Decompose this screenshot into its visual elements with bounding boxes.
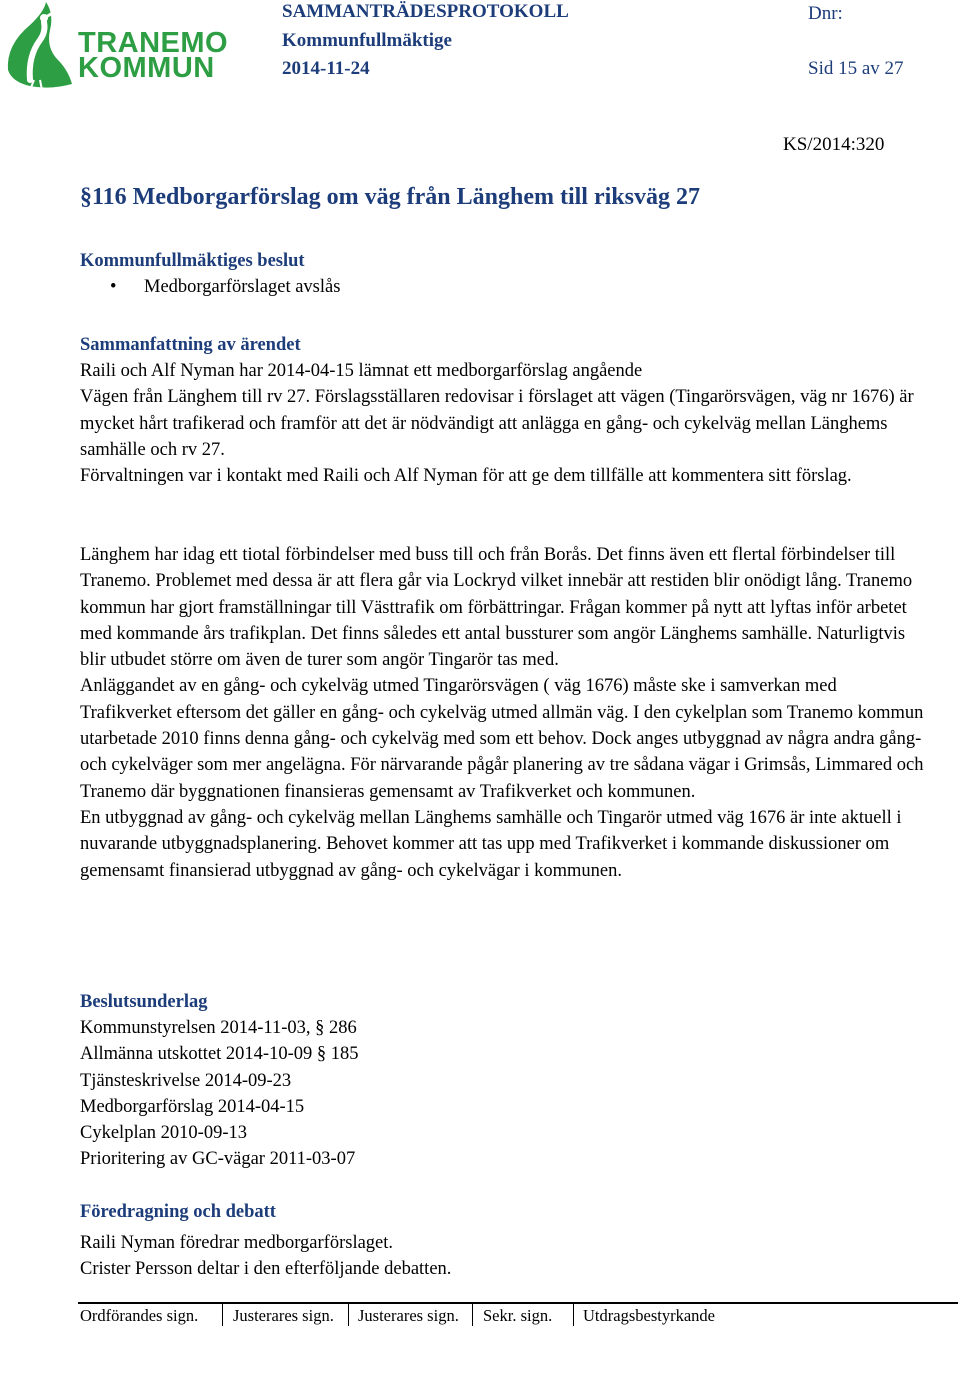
chair-signature-label: Ordförandes sign.	[80, 1306, 199, 1325]
protocol-title: SAMMANTRÄDESPROTOKOLL	[282, 1, 569, 22]
debate-line: Raili Nyman föredrar medborgarförslaget.	[80, 1233, 394, 1253]
section-title: §116 Medborgarförslag om väg från Länghem till riksväg 27	[80, 184, 700, 210]
basis-item: Prioritering av GC-vägar 2011-03-07	[80, 1149, 356, 1170]
summary-paragraph-5: En utbyggnad av gång- och cykelväg mellan Länghems samhälle och Tingarör utmed väg 1676 är inte aktuell i nuvarande utbyggnadsplanering. Behovet kommer att tas upp med Trafikverket i kommande diskussioner om gemensamt finansierad utbyggnad av gång- och cykelvägar i kommunen.	[80, 807, 902, 881]
footer-separator	[472, 1302, 473, 1326]
debate-line: Crister Persson deltar i den efterföljande debatten.	[80, 1259, 452, 1280]
page-number: Sid 15 av 27	[808, 58, 904, 79]
meeting-body: Kommunfullmäktige	[282, 30, 452, 51]
summary-paragraph-3: Länghem har idag ett tiotal förbindelser med buss till och från Borås. Det finns även ett flertal förbindelser till Tranemo. Problemet med dessa är att flera går via Lockryd vilket innebär att restiden blir onödigt lång. Tranemo kommun har gjort framställningar till Västtrafik om förbättringar. Frågan kommer på nytt att lyftas inför arbetet med kommande års trafikplan. Det finns således ett antal bussturer som angör Länghems samhälle. Naturligtvis blir utbudet större om även de turer som angör Tingarör tas med.	[80, 545, 913, 671]
decision-heading: Kommunfullmäktiges beslut	[80, 251, 305, 271]
footer-separator	[348, 1302, 349, 1326]
crane-bird-icon	[0, 0, 78, 92]
footer-divider	[78, 1302, 958, 1304]
debate-heading: Föredragning och debatt	[80, 1202, 276, 1222]
adjuster-signature-label-1: Justerares sign.	[233, 1306, 334, 1325]
adjuster-signature-label-2: Justerares sign.	[358, 1306, 459, 1325]
footer-separator	[222, 1302, 223, 1326]
summary-heading: Sammanfattning av ärendet	[80, 335, 301, 355]
summary-paragraph-1-line-1: Raili och Alf Nyman har 2014-04-15 lämnat ett medborgarförslag angående	[80, 361, 643, 381]
basis-item: Cykelplan 2010-09-13	[80, 1123, 247, 1144]
summary-paragraph-2: Förvaltningen var i kontakt med Raili och Alf Nyman för att ge dem tillfälle att kommentera sitt förslag.	[80, 466, 852, 487]
summary-paragraph-4: Anläggandet av en gång- och cykelväg utmed Tingarörsvägen ( väg 1676) måste ske i samverkan med Trafikverket eftersom det gäller en gång- och cykelväg utmed allmän väg. I den cykelplan som Tranemo kommun utarbetade 2010 finns denna gång- och cykelväg med som ett behov. Dock anges utbyggnad av några andra gång- och cykelväger som mer angelägna. För närvarande pågår planering av tre sådana vägar i Grimsås, Limmared och Tranemo där byggnationen finansieras gemensamt av Trafikverket och kommunen.	[80, 676, 924, 802]
basis-item: Allmänna utskottet 2014-10-09 § 185	[80, 1044, 359, 1065]
decision-item: • Medborgarförslaget avslås	[80, 274, 960, 300]
basis-item: Medborgarförslag 2014-04-15	[80, 1096, 305, 1117]
extract-certification-label: Utdragsbestyrkande	[583, 1306, 715, 1325]
case-number: KS/2014:320	[783, 134, 885, 155]
basis-list	[80, 1015, 925, 1173]
logo-text-line2: KOMMUN	[78, 52, 215, 84]
summary-paragraph-1: Vägen från Länghem till rv 27. Förslagsställaren redovisar i förslaget att vägen (Tingarörsvägen, väg nr 1676) är mycket hårt trafikerad och framför att det är nödvändigt att anlägga en gång- och cykelväg mellan Länghems samhälle och rv 27.	[80, 387, 914, 460]
basis-item: Kommunstyrelsen 2014-11-03, § 286	[80, 1018, 357, 1038]
meeting-date: 2014-11-24	[282, 58, 370, 79]
secretary-signature-label: Sekr. sign.	[483, 1306, 553, 1325]
dnr-label: Dnr:	[808, 3, 843, 24]
basis-heading: Beslutsunderlag	[80, 992, 208, 1012]
basis-item: Tjänsteskrivelse 2014-09-23	[80, 1070, 292, 1091]
debate-lines	[80, 1230, 925, 1283]
logo-text-line1: TRANEMO	[78, 27, 229, 59]
footer-separator	[573, 1302, 574, 1326]
